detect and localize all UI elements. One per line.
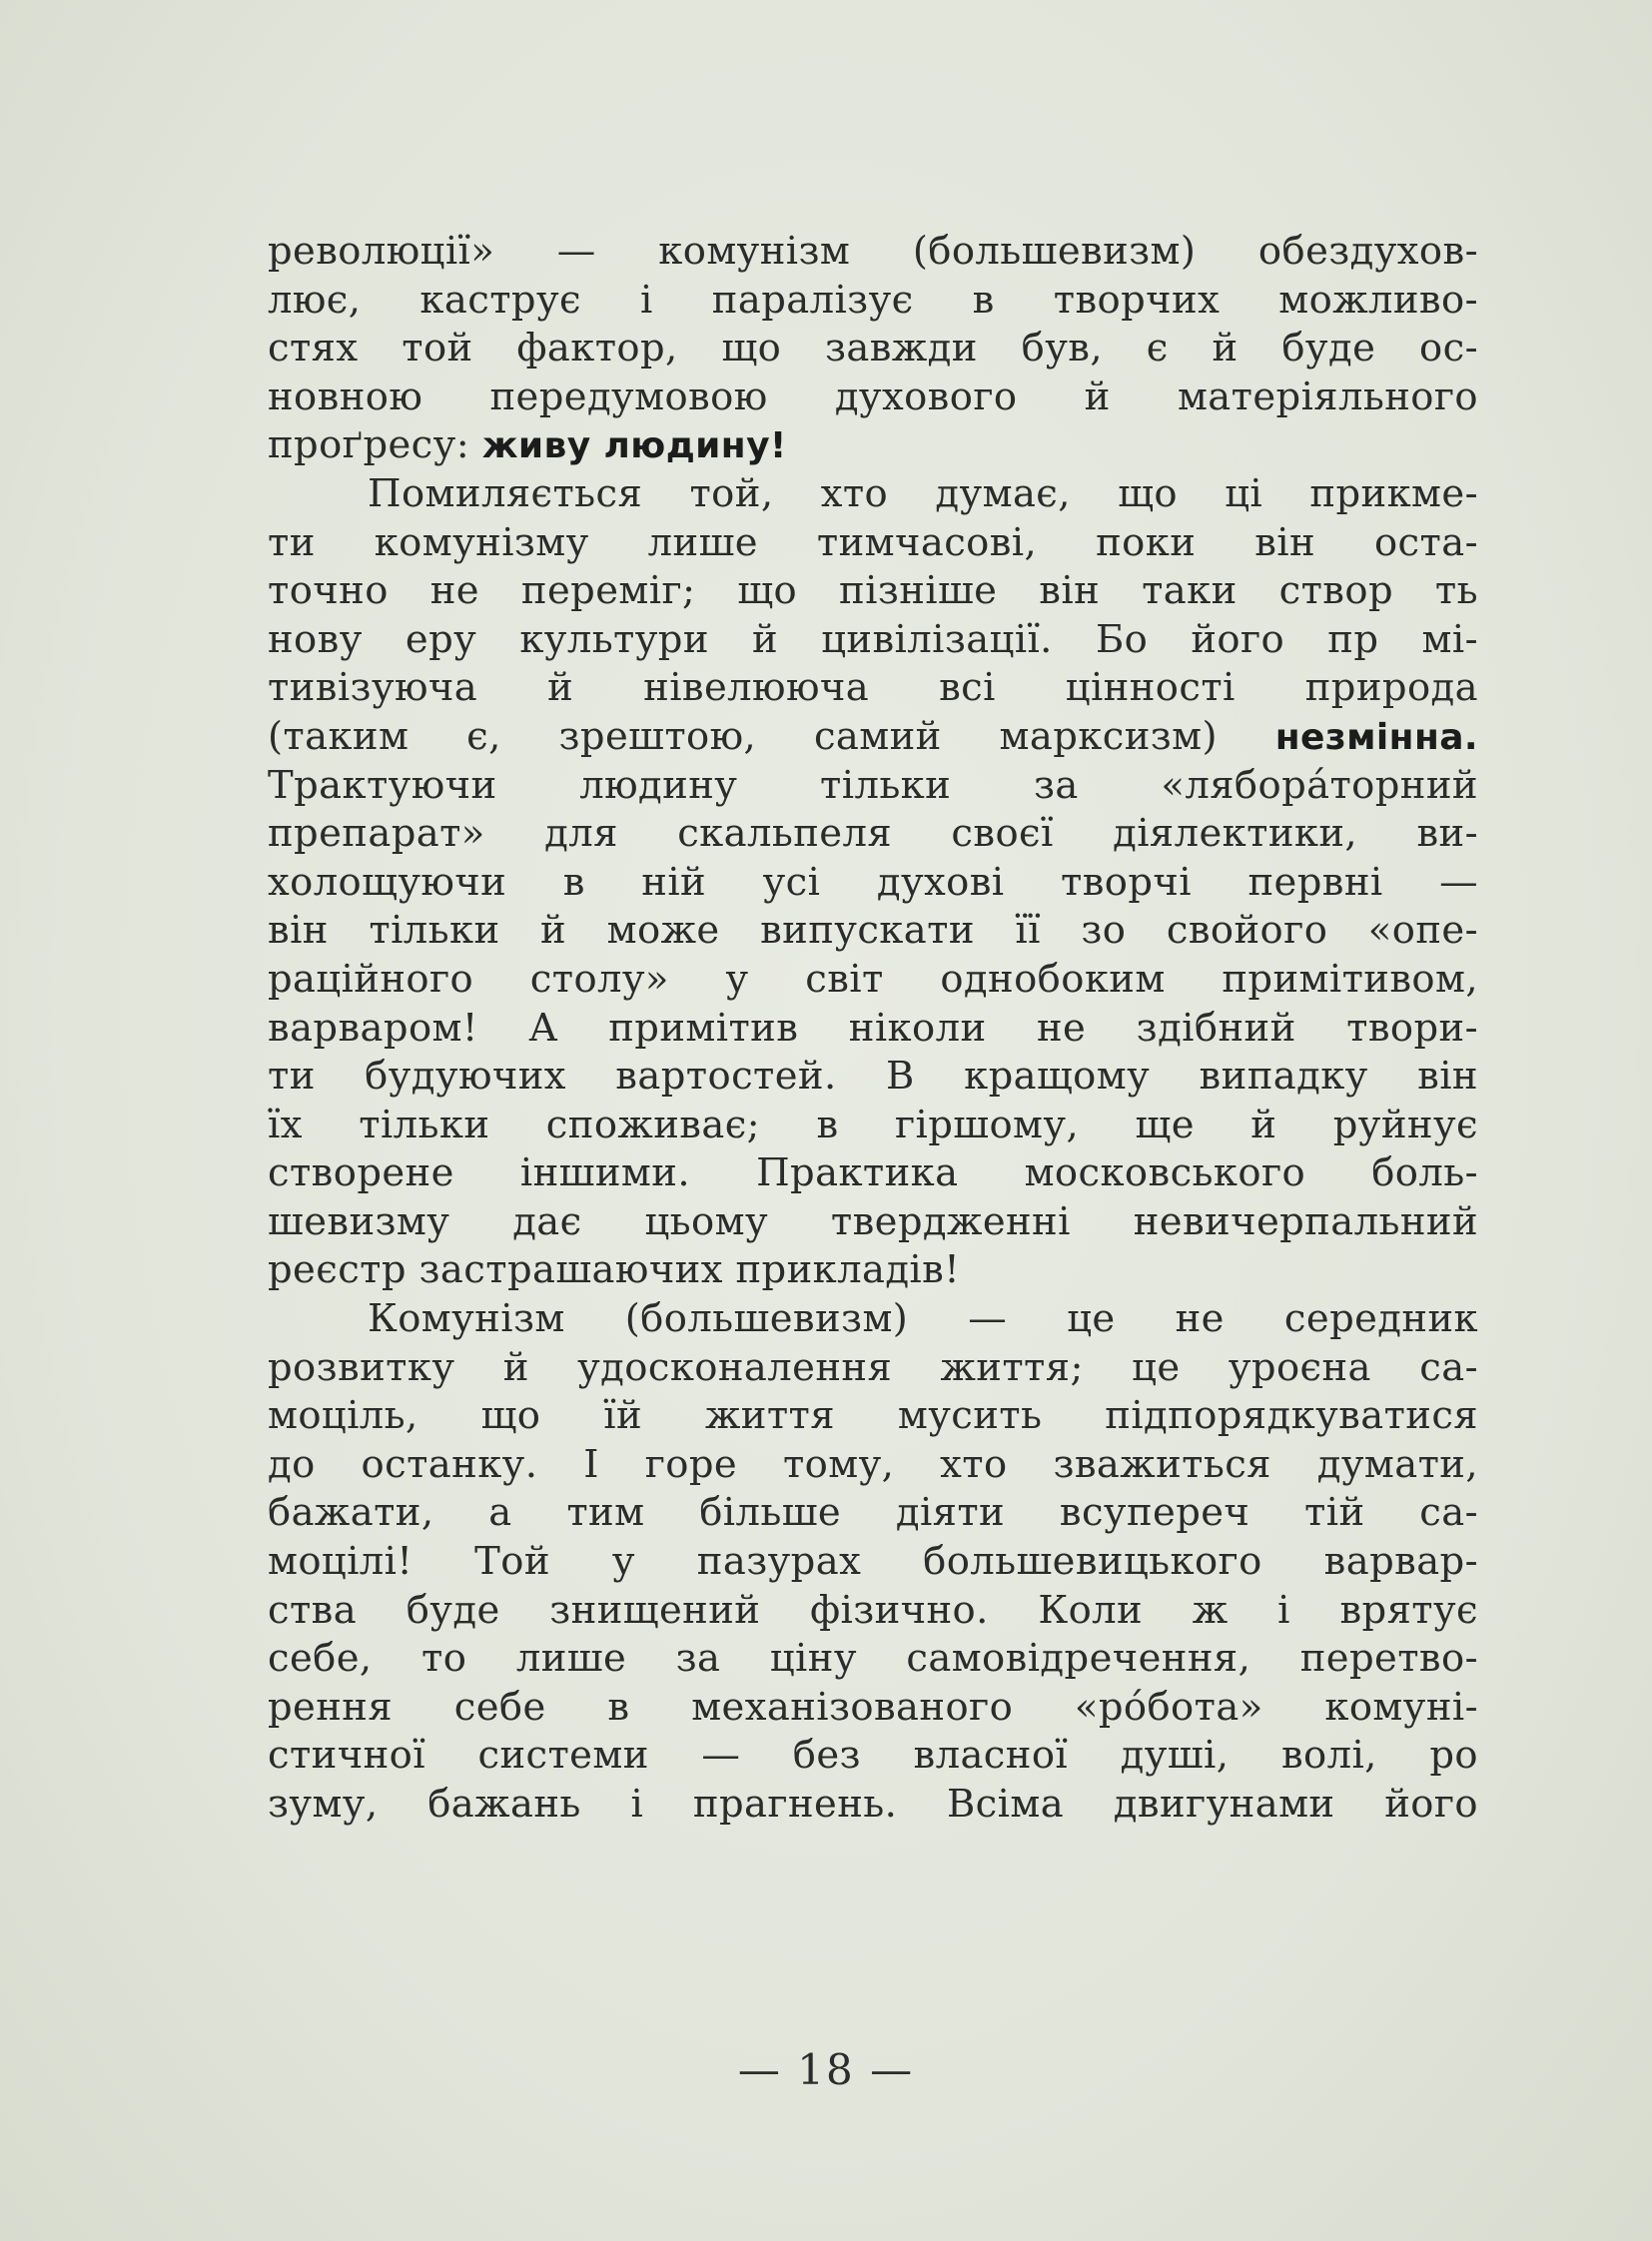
text-fragment: проґресу:	[268, 422, 482, 468]
text-line: себе, то лише за ціну самовідречення, перетво-	[268, 1636, 1478, 1682]
text-line: розвитку й удосконалення життя; це уроєна са-	[268, 1344, 1478, 1390]
text-line: бажати, а тим більше діяти всупереч тій са-	[268, 1490, 1478, 1536]
text-line: рення себе в механізованого «рóбота» комуні-	[268, 1684, 1478, 1730]
text-fragment: (таким є, зрештою, самий марксизм)	[268, 713, 1275, 759]
text-line: тивізуюча й нівелююча всі цінності природа	[268, 665, 1478, 711]
text-line: ства буде знищений фізично. Коли ж і врятує	[268, 1587, 1478, 1633]
text-line: нову еру культури й цивілізації. Бо його пр мі-	[268, 616, 1478, 662]
text-line	[268, 713, 1478, 762]
emphasized-text: незмінна.	[1274, 716, 1478, 758]
text-line: холощуючи в ній усі духові творчі первні —	[268, 859, 1478, 905]
text-line: шевизму дає цьому твердженні невичерпальний	[268, 1198, 1478, 1244]
text-line: варваром! А примітив ніколи не здібний твори-	[268, 1005, 1478, 1051]
text-line: лює, каструє і паралізує в творчих можливо-	[268, 277, 1478, 323]
page-number: — 18 —	[737, 2045, 915, 2094]
text-line: їх тільки споживає; в гіршому, ще й руйнує	[268, 1102, 1478, 1147]
text-line: моціль, що їй життя мусить підпорядкуватися	[268, 1393, 1478, 1439]
text-line: стичної системи — без власної душі, волі, ро	[268, 1733, 1478, 1779]
text-line	[268, 421, 1478, 470]
text-line: раційного столу» у світ однобоким примітивом,	[268, 956, 1478, 1002]
emphasized-text: живу людину!	[481, 425, 787, 467]
text-line: стях той фактор, що завжди був, є й буде ос-	[268, 326, 1478, 372]
text-line: зуму, бажань і прагнень. Всіма двигунами його	[268, 1782, 1478, 1827]
text-line: новною передумовою духового й матеріяльного	[268, 374, 1478, 419]
body-text	[268, 228, 1478, 1830]
text-line: він тільки й може випускати її зо свойого «опе-	[268, 908, 1478, 954]
text-line: реєстр застрашаючих прикладів!	[268, 1247, 961, 1293]
text-line: Трактуючи людину тільки за «ляборáторний	[268, 762, 1478, 808]
text-line: точно не переміг; що пізніше він таки створ ть	[268, 568, 1478, 614]
text-line: революції» — комунізм (большевизм) обездухов-	[268, 229, 1478, 274]
text-line: препарат» для скальпеля своєї діялектики, ви-	[268, 811, 1478, 857]
text-line: Помиляється той, хто думає, що ці прикме-	[368, 470, 1478, 516]
text-line: Комунізм (большевизм) — це не середник	[368, 1296, 1478, 1342]
text-line: ти будуючих вартостей. В кращому випадку він	[268, 1054, 1478, 1100]
text-line: моцілі! Той у пазурах большевицького варвар-	[268, 1539, 1478, 1585]
text-line: створене іншими. Практика московського боль-	[268, 1150, 1478, 1196]
text-line: ти комунізму лише тимчасові, поки він оста-	[268, 519, 1478, 565]
text-line: до останку. І горе тому, хто зважиться думати,	[268, 1441, 1478, 1487]
